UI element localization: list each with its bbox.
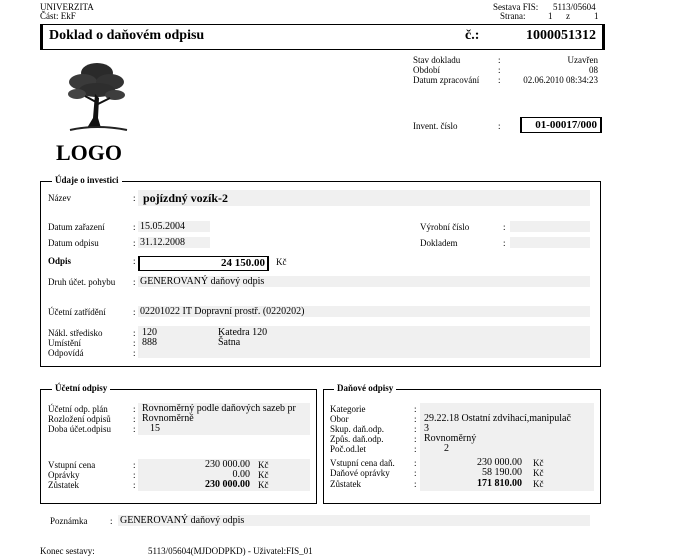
ucetni-zustatek-value: 230 000.00	[205, 479, 250, 490]
zatrideni-label: Účetní zatřídění	[48, 307, 106, 317]
umisteni-code: 888	[142, 337, 157, 348]
danove-obor-value: 29.22.18 Ostatní zdvihací,manipulač	[424, 413, 571, 424]
investice-legend: Údaje o investici	[52, 175, 122, 185]
report-label: Sestava FIS:	[493, 2, 539, 12]
danove-legend: Daňové odpisy	[334, 383, 396, 393]
obdobi-value: 08	[589, 65, 598, 75]
ucetni-rozlozeni-label: Rozložení odpisů	[48, 414, 111, 424]
nazev-value: pojízdný vozík-2	[143, 191, 229, 205]
ucetni-vstupni-unit: Kč	[258, 460, 269, 470]
ucetni-doba-label: Doba účet.odpisu	[48, 424, 111, 434]
poznamka-value: GENEROVANÝ daňový odpis	[120, 515, 245, 526]
ucetni-plan-label: Účetní odp. plán	[48, 404, 108, 414]
ucetni-rozlozeni-value: Rovnoměrně	[142, 413, 194, 424]
danove-kategorie-label: Kategorie	[330, 404, 366, 414]
ucetni-legend: Účetní odpisy	[52, 383, 110, 393]
danove-zustatek-unit: Kč	[533, 479, 544, 489]
nazev-label: Název	[48, 193, 71, 203]
odpovida-label: Odpovídá	[48, 348, 84, 358]
document-number-label: č.:	[465, 28, 480, 43]
footer-value: 5113/05604(MJDODPKD) - Uživatel:FIS_01	[148, 546, 313, 556]
ucetni-doba-value: 15	[150, 423, 160, 434]
danove-zustatek-label: Zůstatek	[330, 479, 361, 489]
danove-opravky-label: Daňové oprávky	[330, 468, 390, 478]
danove-zpus-label: Způs. daň.odp.	[330, 434, 384, 444]
stredisko-code: 120	[142, 327, 157, 338]
tree-logo-icon	[55, 58, 140, 138]
ucetni-vstupni-label: Vstupní cena	[48, 460, 96, 470]
datum-value: 02.06.2010 08:34:23	[523, 75, 598, 85]
stredisko-label: Nákl. středisko	[48, 328, 103, 338]
page-current: 1	[548, 11, 553, 21]
danove-skup-value: 3	[424, 423, 429, 434]
danove-opravky-value: 58 190.00	[482, 467, 522, 478]
invent-label: Invent. číslo	[413, 121, 458, 131]
poznamka-label: Poznámka	[50, 516, 88, 526]
danove-poc-label: Poč.od.let	[330, 444, 366, 454]
page-label: Strana:	[500, 11, 526, 21]
danove-opravky-unit: Kč	[533, 468, 544, 478]
stav-label: Stav dokladu	[413, 55, 461, 65]
datum-odpisu-value: 31.12.2008	[140, 237, 185, 248]
report-value: 5113/05604	[553, 2, 596, 12]
stav-value: Uzavřen	[567, 55, 598, 65]
datum-label: Datum zpracování	[413, 75, 480, 85]
ucetni-opravky-unit: Kč	[258, 470, 269, 480]
odpis-value: 24 150.00	[221, 257, 265, 269]
odpis-box	[138, 256, 269, 271]
invent-value: 01-00017/000	[535, 119, 597, 131]
page-sep: z	[566, 11, 570, 21]
danove-zpus-value: Rovnoměrný	[424, 433, 477, 444]
umisteni-label: Umístění	[48, 338, 81, 348]
ucetni-zustatek-label: Zůstatek	[48, 480, 79, 490]
ucetni-vstupni-value: 230 000.00	[205, 459, 250, 470]
ucetni-opravky-value: 0.00	[232, 469, 250, 480]
dokladem-label: Dokladem	[420, 238, 458, 248]
odpis-unit: Kč	[276, 257, 287, 267]
vyrobni-value	[510, 221, 590, 232]
title-bar	[40, 24, 605, 50]
stredisko-name: Katedra 120	[218, 327, 268, 338]
danove-vstupni-label: Vstupní cena daň.	[330, 458, 395, 468]
vyrobni-label: Výrobní číslo	[420, 222, 470, 232]
druh-value: GENEROVANÝ daňový odpis	[140, 276, 265, 287]
umisteni-name: Šatna	[218, 337, 241, 348]
danove-skup-label: Skup. daň.odp.	[330, 424, 384, 434]
danove-poc-value: 2	[444, 443, 449, 454]
ucetni-plan-value: Rovnoměrný podle daňových sazeb pr	[142, 403, 296, 414]
part-label: Část: EkF	[40, 11, 76, 21]
odpis-label: Odpis	[48, 256, 72, 266]
druh-label: Druh účet. pohybu	[48, 277, 116, 287]
logo-text: LOGO	[56, 140, 123, 165]
danove-obor-label: Obor	[330, 414, 349, 424]
danove-vstupni-value: 230 000.00	[477, 457, 522, 468]
datum-zarazeni-label: Datum zařazení	[48, 222, 105, 232]
dokladem-value	[510, 237, 590, 248]
danove-vstupni-unit: Kč	[533, 458, 544, 468]
obdobi-label: Období	[413, 65, 440, 75]
danove-zustatek-value: 171 810.00	[477, 478, 522, 489]
zatrideni-value: 02201022 IT Dopravní prostř. (0220202)	[140, 306, 305, 317]
document-title: Doklad o daňovém odpisu	[49, 28, 205, 43]
page-total: 1	[594, 11, 599, 21]
datum-odpisu-label: Datum odpisu	[48, 238, 99, 248]
document-number: 1000051312	[526, 28, 596, 43]
ucetni-zustatek-unit: Kč	[258, 480, 269, 490]
footer-label: Konec sestavy:	[40, 546, 95, 556]
ucetni-opravky-label: Oprávky	[48, 470, 80, 480]
datum-zarazeni-value: 15.05.2004	[140, 221, 185, 232]
university-name: UNIVERZITA	[40, 2, 94, 12]
invent-box	[520, 117, 602, 133]
